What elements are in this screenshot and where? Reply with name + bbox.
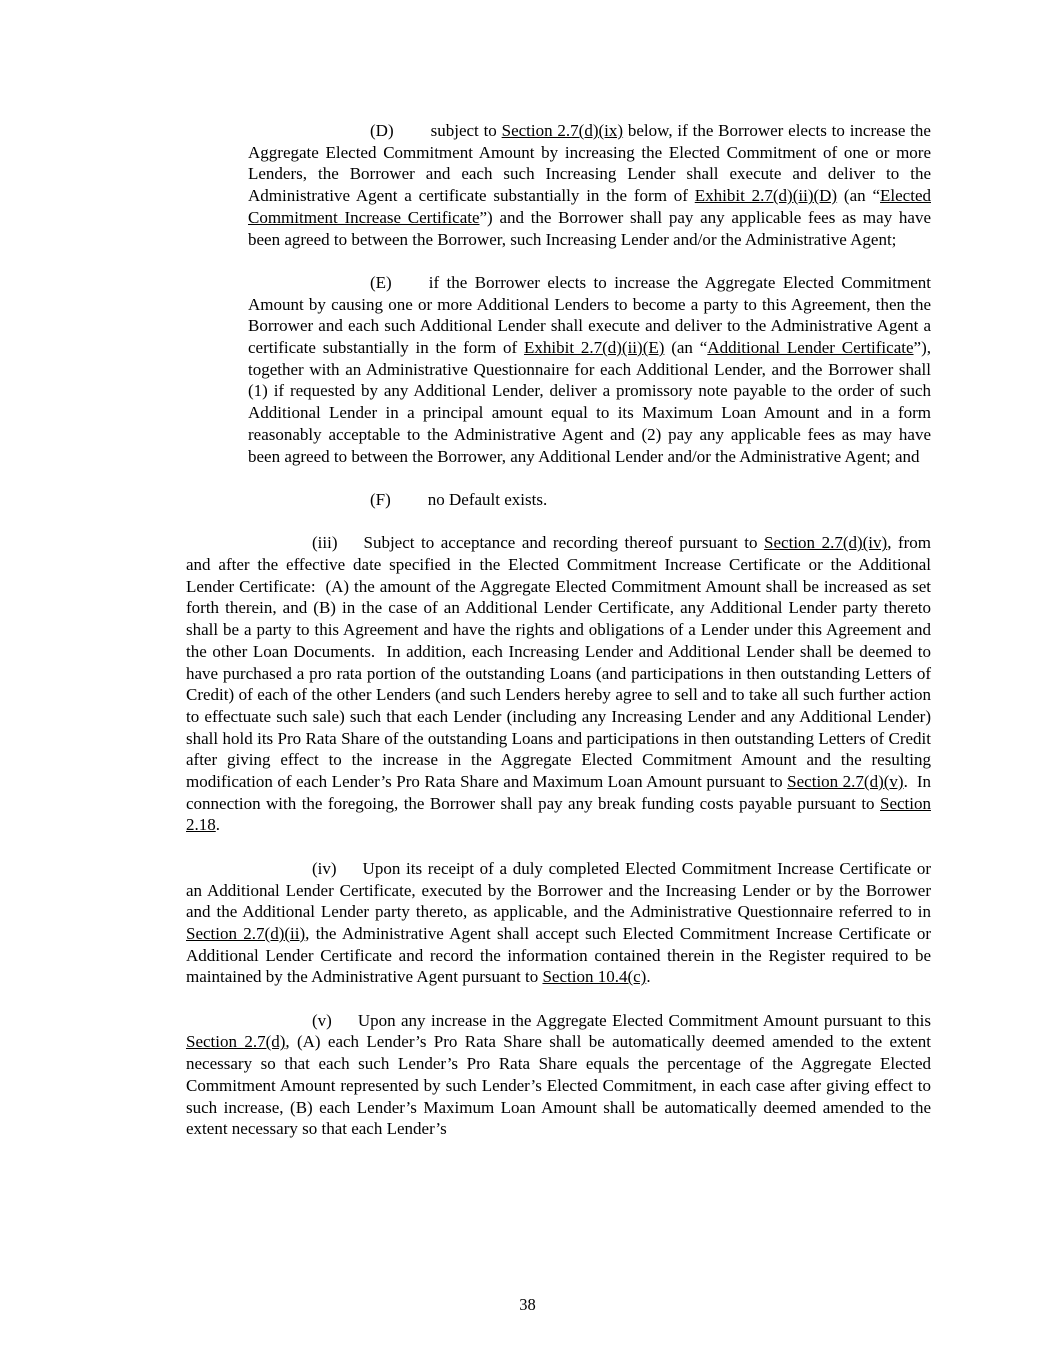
text-run: ”) and the Borrower shall pay any applicable fees as may have been agreed to between the Borrower, such Increasing Lender and/or the Administrative Agent; <box>248 207 931 249</box>
section-reference: Section 2.7(d)(ii) <box>186 923 306 943</box>
section-reference: Exhibit 2.7(d)(ii)(D) <box>694 186 838 206</box>
text-run: ”), together with an Administrative Questionnaire for each Additional Lender, and the Borrower shall (1) if requested by any Additional Lender, deliver a promissory note payable to the order of such Additional Lender in a principal amount equal to its Maximum Loan Amount and in a form reasonably acceptable to the Administrative Agent and (2) pay any applicable fees as may have been agreed to between the Borrower, any Additional Lender and/or the Administrative Agent; and <box>248 338 931 466</box>
text-run: (an “ <box>664 338 708 358</box>
section-reference: Section 2.7(d)(v) <box>787 772 904 792</box>
section-reference: Exhibit 2.7(d)(ii)(E) <box>523 338 665 358</box>
text-run: no Default exists. <box>427 489 548 509</box>
paragraph-D <box>248 120 931 250</box>
section-reference: Section 10.4(c) <box>542 967 647 987</box>
text-run: (E) <box>370 272 392 292</box>
page-number: 38 <box>519 1295 536 1314</box>
section-reference: Section 2.18 <box>186 793 931 835</box>
text-run: (D) <box>370 121 394 140</box>
text-run: Subject to acceptance and recording thereof pursuant to <box>363 533 765 553</box>
text-run: , (A) each Lender’s Pro Rata Share shall be automatically deemed amended to the extent necessary so that each such Lender’s Pro Rata Share equals the percentage of the Aggregate Elected Commitment Amount represented by such Lender’s Elected Commitment, in each case after giving effect to such increase, (B) each Lender’s Maximum Loan Amount shall be automatically deemed amended to the extent necessary so that each Lender’s <box>186 1032 931 1139</box>
document-body <box>186 120 931 1140</box>
text-run: subject to <box>430 121 502 140</box>
section-reference: Additional Lender Certificate <box>707 338 914 358</box>
text-run: (iii) <box>312 533 338 553</box>
text-run: (iv) <box>312 858 337 878</box>
text-run: Upon its receipt of a duly completed Elected Commitment Increase Certificate or an Additional Lender Certificate, executed by the Borrower and the Increasing Lender or by the Borrower and the Additional Lender party thereto, as applicable, and the Administrative Questionnaire referred to in <box>186 858 931 922</box>
text-run: below, if the Borrower elects to increase the Aggregate Elected Commitment Amount by increasing the Elected Commitment of one or more Lenders, the Borrower and each such Increasing Lender shall execute and deliver to the Administrative Agent a certificate substantially in the form of <box>248 121 931 206</box>
text-run: Upon any increase in the Aggregate Elected Commitment Amount pursuant to this <box>357 1010 931 1030</box>
text-run: . <box>215 815 220 835</box>
section-reference: Section 2.7(d) <box>186 1032 286 1052</box>
text-run: (an “ <box>837 186 881 206</box>
text-run: , from and after the effective date specified in the Elected Commitment Increase Certificate or the Additional Lender Certificate: (A) the amount of the Aggregate Elected Commitment Amount shall be increased as set forth therein, and (B) in the case of an Additional Lender Certificate, any Additional Lender party thereto shall be a party to this Agreement and have the rights and obligations of a Lender under this Agreement and the other Loan Documents. In addition, each Increasing Lender and Additional Lender shall be deemed to have purchased a pro rata portion of the outstanding Loans (and participations in then outstanding Letters of Credit) of each of the other Lenders (and such Lenders hereby agree to sell and to take all such further action to effectuate such sale) such that each Lender (including any Increasing Lender and any Additional Lender) shall hold its Pro Rata Share of the outstanding Loans and participations in then outstanding Letters of Credit after giving effect to the increase in the Aggregate Elected Commitment Amount and the resulting modification of each Lender’s Pro Rata Share and Maximum Loan Amount pursuant to <box>186 533 932 792</box>
paragraph-E <box>248 272 931 467</box>
paragraph-F <box>248 489 931 511</box>
text-run: . <box>646 967 651 987</box>
paragraph-iii <box>186 532 931 836</box>
text-run: (v) <box>312 1010 332 1030</box>
section-reference: Section 2.7(d)(ix) <box>501 121 624 140</box>
text-run: (F) <box>370 489 391 509</box>
text-run: if the Borrower elects to increase the Aggregate Elected Commitment Amount by causing one or more Additional Lenders to become a party to this Agreement, then the Borrower and each such Additional Lender shall execute and deliver to the Administrative Agent a certificate substantially in the form of <box>248 272 931 358</box>
paragraph-iv <box>186 858 931 988</box>
paragraph-v <box>186 1010 931 1140</box>
section-reference: Elected Commitment Increase Certificate <box>248 186 931 227</box>
text-run: , the Administrative Agent shall accept such Elected Commitment Increase Certificate or Additional Lender Certificate and record the information contained therein in the Register required to be maintained by the Administrative Agent pursuant to <box>186 923 931 987</box>
text-run: . In connection with the foregoing, the Borrower shall pay any break funding costs payable pursuant to <box>186 772 931 813</box>
section-reference: Section 2.7(d)(iv) <box>764 533 888 553</box>
